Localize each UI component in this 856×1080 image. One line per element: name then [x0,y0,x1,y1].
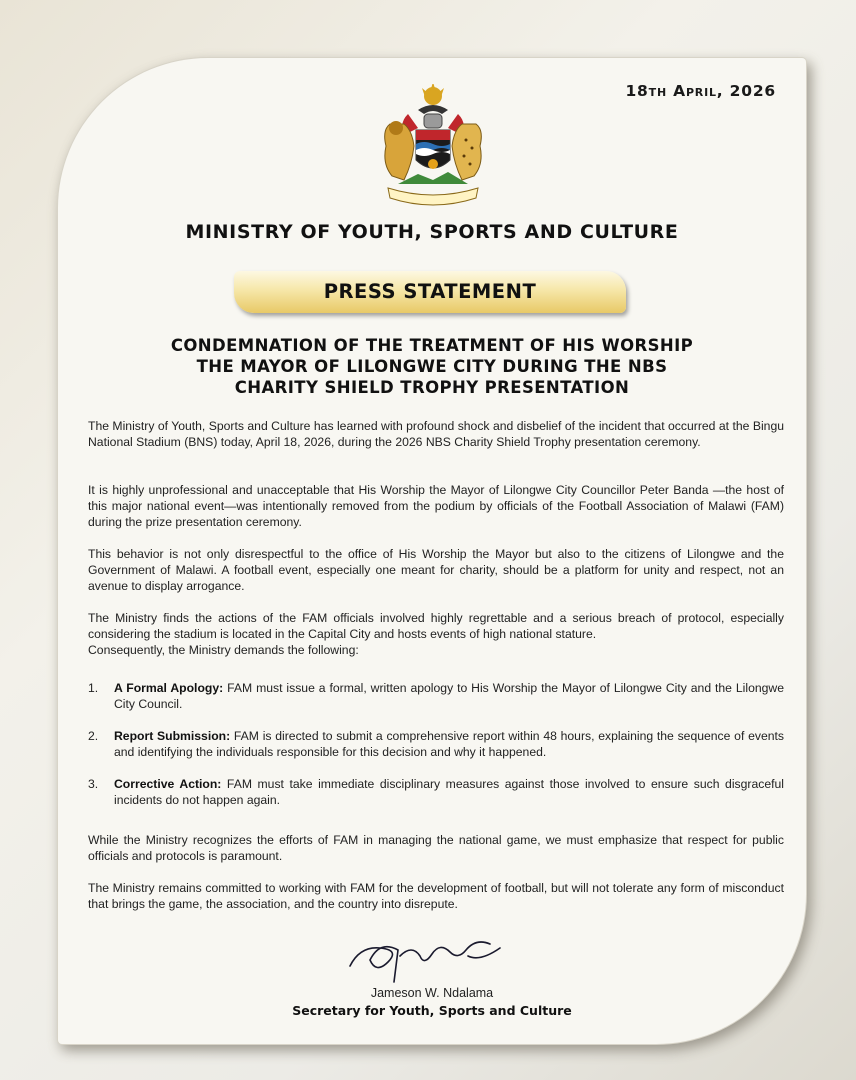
paragraph-6: The Ministry remains committed to working with FAM for the development of football, but will not tolerate any form of misconduct that brings the game, the association, and the country into disrepute. [88,881,784,911]
demand-title: Corrective Action: [114,777,222,791]
demands-list [88,680,784,824]
press-statement-banner: PRESS STATEMENT [234,271,626,313]
statement-headline [98,335,766,398]
headline-line: THE MAYOR OF LILONGWE CITY DURING THE NBS [196,357,668,376]
signatory-title: Secretary for Youth, Sports and Culture [292,1003,572,1018]
paragraph-1: The Ministry of Youth, Sports and Culture has learned with profound shock and disbelief of the incident that occurred at the Bingu National Stadium (BNS) today, April 18, 2026, during the 2026 NBS Charity Shield Trophy presentation ceremony. [88,419,784,449]
demand-text: FAM must issue a formal, written apology to His Worship the Mayor of Lilongwe City and the Lilongwe City Council. [114,681,784,711]
demand-text: FAM must take immediate disciplinary measures against those involved to ensure such disgraceful incidents do not happen again. [114,777,784,807]
paragraph-3: This behavior is not only disrespectful to the office of His Worship the Mayor but also to the citizens of Lilongwe and the Government of Malawi. A football event, especially one meant for charity, should be a platform for unity and respect, not an avenue to display arrogance. [88,547,784,593]
list-item: 3. Corrective Action: FAM must take immediate disciplinary measures against those involved to ensure such disgraceful incidents do not happen again. [88,777,784,807]
statement-date: 18th April, 2026 [625,82,776,100]
press-statement-page [58,58,806,1044]
ministry-name: MINISTRY OF YOUTH, SPORTS AND CULTURE [185,221,679,243]
list-item: 1. A Formal Apology: FAM must issue a formal, written apology to His Worship the Mayor of Lilongwe City and the Lilongwe City Council. [88,681,784,711]
list-item: 2. Report Submission: FAM is directed to submit a comprehensive report within 48 hours, explaining the sequence of events and identifying the individuals responsible for this decision and why it happened. [88,729,784,759]
headline-line: CONDEMNATION OF THE TREATMENT OF HIS WORSHIP [170,336,694,355]
demand-text: FAM is directed to submit a comprehensive report within 48 hours, explaining the sequence of events and identifying the individuals responsible for this decision and why it happened. [114,729,784,759]
paragraph-5: While the Ministry recognizes the efforts of FAM in managing the national game, we must emphasize that respect for public officials and protocols is paramount. [88,833,784,863]
signatory-name: Jameson W. Ndalama [370,986,494,1000]
headline-line: CHARITY SHIELD TROPHY PRESENTATION [234,378,630,397]
demand-title: A Formal Apology: [114,681,224,695]
malawi-coat-of-arms-icon [368,84,498,214]
handwritten-signature [340,926,510,986]
demand-title: Report Submission: [114,729,231,743]
demands-intro: Consequently, the Ministry demands the following: [88,643,359,657]
paragraph-4: The Ministry finds the actions of the FAM officials involved highly regrettable and a serious breach of protocol, especially considering the stadium is located in the Capital City and hosts events of high national stature. Consequently, the Ministry demands the following: [88,611,784,657]
paragraph-2: It is highly unprofessional and unacceptable that His Worship the Mayor of Lilongwe City Councillor Peter Banda —the host of this major national event—was intentionally removed from the podium by officials of the Football Association of Malawi (FAM) during the prize presentation ceremony. [88,483,784,529]
